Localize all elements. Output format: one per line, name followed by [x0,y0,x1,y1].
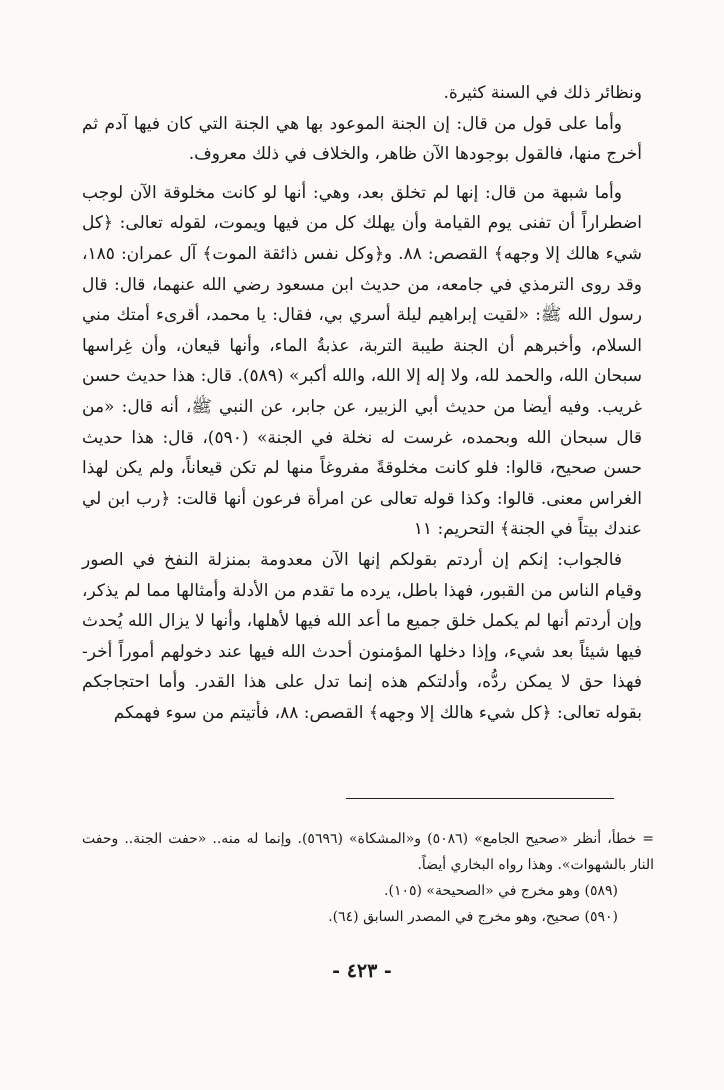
paragraph-intro: ونظائر ذلك في السنة كثيرة. [443,83,642,103]
paragraph-objection: وأما شبهة من قال: إنها لم تخلق بعد، وهي: أنها لو كانت مخلوقة الآن لوجب اضطراراً أن تفنى يوم القيامة وأن يهلك كل من فيها ويموت، لقوله تعالى: ﴿كل شيء هالك إلا وجهه﴾ القصص: ٨٨. و﴿وكل نفس ذائقة الموت﴾ آل عمران: ١٨٥، وقد روى الترمذي في جامعه، من حديث ابن مسعود رضي الله عنهما، قال: قال رسول الله ﷺ: «لقيت إبراهيم ليلة أسري بي، فقال: يا محمد، أقرىء أمتك مني السلام، وأخبرهم أن الجنة طيبة التربة، عذبةُ الماء، وأنها قيعان، وأن غِراسها سبحان الله، والحمد لله، ولا إله إلا الله، والله أكبر» (٥٨٩). قال: هذا حديث حسن غريب. وفيه أيضا من حديث أبي الزبير، عن جابر، عن النبي ﷺ، أنه قال: «من قال سبحان الله وبحمده، غرست له نخلة في الجنة» (٥٩٠)، قال: هذا حديث حسن صحيح، قالوا: فلو كانت مخلوقةً مفروغاً منها لم تكن قيعاناً، ولم يكن لهذا الغراس معنى. قالوا: وكذا قوله تعالى عن امرأة فرعون أنها قالت: ﴿رب ابن لي عندك بيتاً في الجنة﴾ التحريم: ١١ [82,182,642,540]
footnote-590: (٥٩٠) صحيح، وهو مخرج في المصدر السابق (٦٤). [328,909,618,925]
paragraph-response: فالجواب: إنكم إن أردتم بقولكم إنها الآن معدومة بمنزلة النفخ في الصور وقيام الناس من القبور، فهذا باطل، يرده ما تقدم من الأدلة وأمثالها مما لم يذكر، وإن أردتم أنها لم يكمل خلق جميع ما أعد الله فيها لأهلها، وأنها لا يزال الله يُحدث فيها شيئاً بعد شيء، وإذا دخلها المؤمنون أحدث الله فيها عند دخولهم أموراً أخر- فهذا حق لا يمكن ردُّه، وأدلتكم هذه إنما تدل على هذا القدر. وأما احتجاجكم بقوله تعالى: ﴿كل شيء هالك إلا وجهه﴾ القصص: ٨٨، فأتيتم من سوء فهمكم [82,549,642,723]
main-text [82,78,642,728]
paragraph-adam-garden: وأما على قول من قال: إن الجنة الموعود بها هي الجنة التي كان فيها آدم ثم أخرج منها، فالقول بوجودها الآن ظاهر، والخلاف في ذلك معروف. [82,113,642,165]
footnote-continuation: = خطأ، أنظر «صحيح الجامع» (٥٠٨٦) و«المشكاة» (٥٦٩٦). وإنما له منه.. «حفت الجنة.. وحفت النار بالشهوات». وهذا رواه البخاري أيضاً. [82,831,654,873]
footnote-589: (٥٨٩) وهو مخرج في «الصحيحة» (١٠٥). [384,883,618,899]
footnotes [82,826,654,930]
page-number: - ٤٢٣ - [332,960,392,982]
main-body [82,78,642,728]
footnote-divider [346,798,614,799]
